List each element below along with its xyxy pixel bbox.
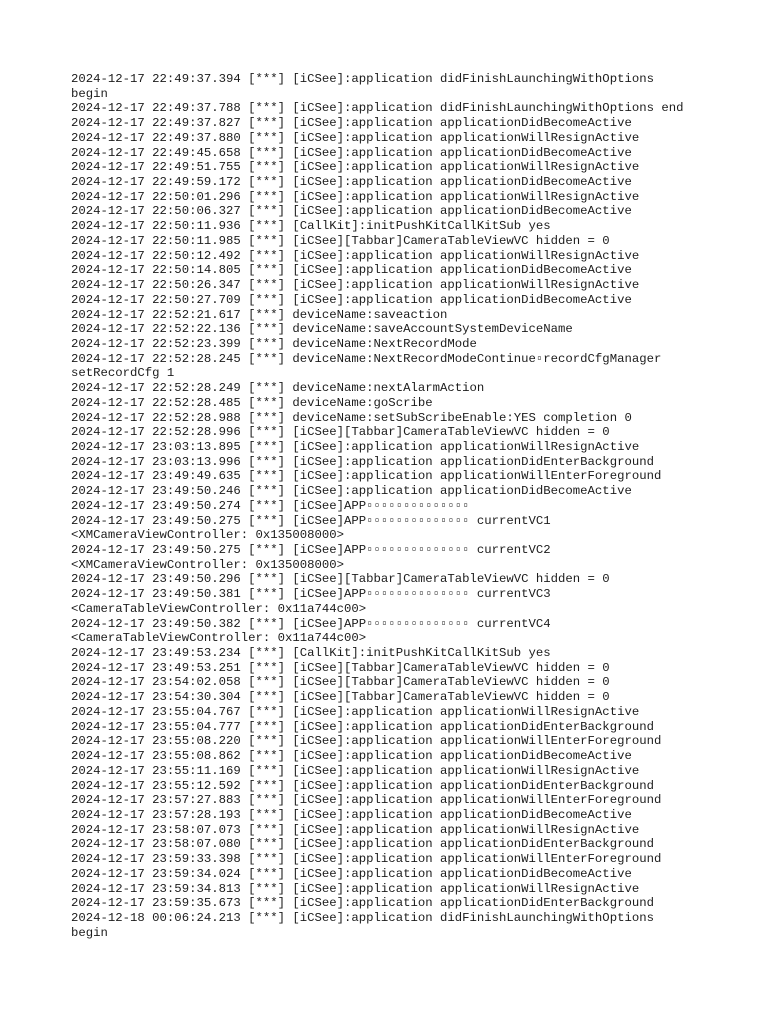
log-line: 2024-12-17 23:49:50.274 [***] [iCSee]APP▫▫▫▫▫▫▫▫▫▫▫▫▫▫ [71, 498, 470, 513]
log-line: 2024-12-17 23:59:35.673 [***] [iCSee]:application applicationDidEnterBackground [71, 896, 654, 911]
log-line: 2024-12-17 22:50:11.985 [***] [iCSee][Tabbar]CameraTableViewVC hidden = 0 [71, 233, 610, 248]
log-line: 2024-12-17 22:52:28.988 [***] deviceName:setSubScribeEnable:YES completion 0 [71, 410, 632, 425]
log-line: 2024-12-17 22:52:23.399 [***] deviceName:NextRecordMode [71, 336, 477, 351]
log-line: 2024-12-17 22:52:28.996 [***] [iCSee][Tabbar]CameraTableViewVC hidden = 0 [71, 425, 610, 440]
log-line: 2024-12-17 22:50:27.709 [***] [iCSee]:application applicationDidBecomeActive [71, 292, 632, 307]
log-line: 2024-12-17 23:55:04.767 [***] [iCSee]:application applicationWillResignActive [71, 704, 640, 719]
log-line: 2024-12-17 23:57:27.883 [***] [iCSee]:application applicationWillEnterForeground [71, 793, 662, 808]
log-line: 2024-12-17 22:50:12.492 [***] [iCSee]:application applicationWillResignActive [71, 248, 640, 263]
log-line: 2024-12-17 23:49:50.381 [***] [iCSee]APP▫▫▫▫▫▫▫▫▫▫▫▫▫▫ currentVC3 [71, 587, 551, 602]
log-line: 2024-12-17 22:52:21.617 [***] deviceName:saveaction [71, 307, 448, 322]
log-line: 2024-12-17 22:52:28.485 [***] deviceName:goScribe [71, 395, 433, 410]
log-line: 2024-12-17 22:52:28.245 [***] deviceName:NextRecordModeContinue▫recordCfgManager [71, 351, 662, 366]
log-line: 2024-12-17 22:52:28.249 [***] deviceName:nextAlarmAction [71, 381, 485, 396]
log-line: 2024-12-17 23:49:53.234 [***] [CallKit]:initPushKitCallKitSub yes [71, 646, 551, 661]
log-line: 2024-12-17 23:49:50.382 [***] [iCSee]APP▫▫▫▫▫▫▫▫▫▫▫▫▫▫ currentVC4 [71, 616, 551, 631]
log-line: 2024-12-17 23:54:30.304 [***] [iCSee][Tabbar]CameraTableViewVC hidden = 0 [71, 690, 610, 705]
log-line: 2024-12-17 23:58:07.073 [***] [iCSee]:application applicationWillResignActive [71, 822, 640, 837]
log-line: 2024-12-17 22:49:37.394 [***] [iCSee]:application didFinishLaunchingWithOptions [71, 72, 654, 86]
log-line: 2024-12-17 22:50:26.347 [***] [iCSee]:application applicationWillResignActive [71, 278, 640, 293]
log-line: 2024-12-17 23:49:50.296 [***] [iCSee][Tabbar]CameraTableViewVC hidden = 0 [71, 572, 610, 587]
log-line: 2024-12-17 23:59:34.024 [***] [iCSee]:application applicationDidBecomeActive [71, 866, 632, 881]
log-line: 2024-12-17 23:55:12.592 [***] [iCSee]:application applicationDidEnterBackground [71, 778, 654, 793]
log-line: 2024-12-17 22:50:11.936 [***] [CallKit]:initPushKitCallKitSub yes [71, 219, 551, 234]
log-text [71, 72, 711, 940]
log-line: 2024-12-17 22:50:14.805 [***] [iCSee]:application applicationDidBecomeActive [71, 263, 632, 278]
log-line: 2024-12-17 23:49:50.246 [***] [iCSee]:application applicationDidBecomeActive [71, 484, 632, 499]
log-line: 2024-12-17 22:50:01.296 [***] [iCSee]:application applicationWillResignActive [71, 189, 640, 204]
log-line: <XMCameraViewController: 0x135008000> [71, 557, 345, 572]
log-line: 2024-12-17 23:03:13.996 [***] [iCSee]:application applicationDidEnterBackground [71, 454, 654, 469]
log-line: 2024-12-17 22:49:45.658 [***] [iCSee]:application applicationDidBecomeActive [71, 145, 632, 160]
log-line: 2024-12-17 23:55:11.169 [***] [iCSee]:application applicationWillResignActive [71, 763, 640, 778]
log-line: 2024-12-17 23:59:34.813 [***] [iCSee]:application applicationWillResignActive [71, 881, 640, 896]
log-line: 2024-12-17 23:55:08.220 [***] [iCSee]:application applicationWillEnterForeground [71, 734, 662, 749]
log-line: 2024-12-17 22:49:51.755 [***] [iCSee]:application applicationWillResignActive [71, 160, 640, 175]
log-line: 2024-12-17 23:59:33.398 [***] [iCSee]:application applicationWillEnterForeground [71, 852, 662, 867]
log-line: 2024-12-17 23:58:07.080 [***] [iCSee]:application applicationDidEnterBackground [71, 837, 654, 852]
log-line: 2024-12-17 23:49:49.635 [***] [iCSee]:application applicationWillEnterForeground [71, 469, 662, 484]
log-line: <XMCameraViewController: 0x135008000> [71, 528, 345, 543]
log-line: 2024-12-17 23:03:13.895 [***] [iCSee]:application applicationWillResignActive [71, 439, 640, 454]
log-line: 2024-12-17 22:52:22.136 [***] deviceName:saveAccountSystemDeviceName [71, 322, 573, 337]
log-line: 2024-12-17 23:49:50.275 [***] [iCSee]APP▫▫▫▫▫▫▫▫▫▫▫▫▫▫ currentVC2 [71, 543, 551, 557]
log-line: <CameraTableViewController: 0x11a744c00> [71, 631, 367, 646]
log-line: 2024-12-17 23:49:50.275 [***] [iCSee]APP▫▫▫▫▫▫▫▫▫▫▫▫▫▫ currentVC1 [71, 513, 551, 528]
log-line: 2024-12-17 22:49:59.172 [***] [iCSee]:application applicationDidBecomeActive [71, 175, 632, 190]
log-line: begin [71, 86, 108, 101]
log-line: <CameraTableViewController: 0x11a744c00> [71, 601, 367, 616]
log-line: 2024-12-17 22:49:37.827 [***] [iCSee]:application applicationDidBecomeActive [71, 116, 632, 131]
log-line: setRecordCfg 1 [71, 366, 175, 381]
log-line: 2024-12-18 00:06:24.213 [***] [iCSee]:application didFinishLaunchingWithOptions [71, 910, 654, 925]
log-line: 2024-12-17 22:49:37.788 [***] [iCSee]:application didFinishLaunchingWithOptions end [71, 101, 684, 116]
log-line: 2024-12-17 22:50:06.327 [***] [iCSee]:application applicationDidBecomeActive [71, 204, 632, 219]
log-line: 2024-12-17 23:55:04.777 [***] [iCSee]:application applicationDidEnterBackground [71, 719, 654, 734]
log-line: 2024-12-17 23:57:28.193 [***] [iCSee]:application applicationDidBecomeActive [71, 807, 632, 822]
log-line: begin [71, 925, 108, 940]
log-line: 2024-12-17 23:49:53.251 [***] [iCSee][Tabbar]CameraTableViewVC hidden = 0 [71, 660, 610, 675]
log-line: 2024-12-17 22:49:37.880 [***] [iCSee]:application applicationWillResignActive [71, 130, 640, 145]
log-line: 2024-12-17 23:54:02.058 [***] [iCSee][Tabbar]CameraTableViewVC hidden = 0 [71, 675, 610, 690]
log-line: 2024-12-17 23:55:08.862 [***] [iCSee]:application applicationDidBecomeActive [71, 749, 632, 764]
